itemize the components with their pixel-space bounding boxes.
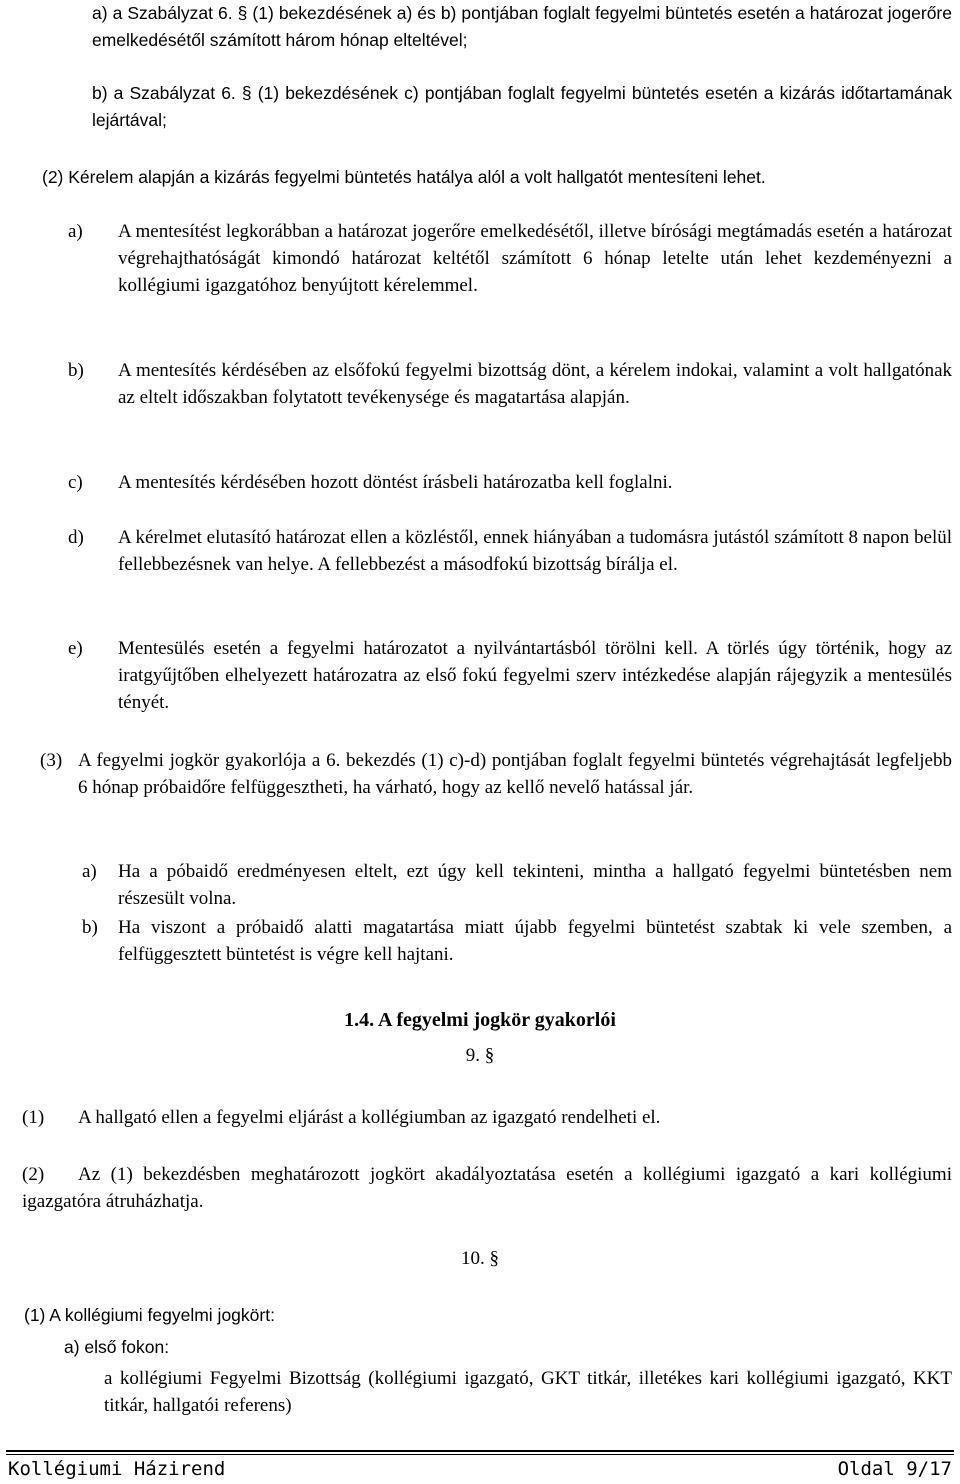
intro-item-a: a) a Szabályzat 6. § (1) bekezdésének a) és b) pontjában foglalt fegyelmi büntetés esetén a határozat jogerőre emelkedésétől számított három hónap elteltével; xyxy=(92,3,952,50)
list-item: A kérelmet elutasító határozat ellen a közléstől, ennek hiányában a tudomásra jutástól számított 8 napon belül fellebbezésnek van helye. A fellebbezést a másodfokú bizottság bírálja el. xyxy=(118,527,952,575)
list-item xyxy=(22,1161,952,1215)
list-label: (2) xyxy=(22,1164,45,1185)
list-item-text: a kollégiumi Fegyelmi Bizottság (kollégiumi igazgató, GKT titkár, illetékes kari kollégiumi igazgató, KKT titkár, hallgatói referens) xyxy=(104,1368,952,1416)
footer-divider xyxy=(6,1450,954,1452)
list-label: e) xyxy=(68,638,83,659)
paragraph-10-1: (1) A kollégiumi fegyelmi jogkört: xyxy=(24,1305,275,1325)
list-item: A hallgató ellen a fegyelmi eljárást a kollégiumban az igazgató rendelheti el. xyxy=(78,1107,661,1128)
list-item: Mentesülés esetén a fegyelmi határozatot a nyilvántartásból törölni kell. A törlés úgy történik, hogy az iratgyűjtőben elhelyezett határozatra az első fokú fegyelmi szerv intézkedése alapján rájegyzik a mentesülés tényét. xyxy=(118,638,952,713)
list-label: a) xyxy=(68,221,83,242)
section-number-10: 10. § xyxy=(461,1248,499,1269)
list-label: b) xyxy=(82,917,98,938)
intro-item-b: b) a Szabályzat 6. § (1) bekezdésének c) pontjában foglalt fegyelmi büntetés esetén a kizárás időtartamának lejártával; xyxy=(92,83,952,130)
paragraph-label: (3) xyxy=(40,750,63,771)
list-item-text: Az (1) bekezdésben meghatározott jogkört akadályoztatása esetén a kollégiumi igazgató a kari kollégiumi igazgatóra átruházhatja. xyxy=(22,1164,952,1212)
footer-title: Kollégiumi Házirend xyxy=(8,1458,226,1480)
list-item: A mentesítés kérdésében az elsőfokú fegyelmi bizottság dönt, a kérelem indokai, valamint a volt hallgatónak az eltelt időszakban folytatott tevékenysége és magatartása alapján. xyxy=(118,360,952,408)
page-number: Oldal 9/17 xyxy=(837,1458,952,1480)
list-item: A mentesítést legkorábban a határozat jogerőre emelkedésétől, illetve bírósági megtámadás esetén a határozat végrehajthatóságát kimondó határozat keltétől számított 6 hónap letelte után lehet kezdeményezni a kollégiumi igazgatóhoz benyújtott kérelemmel. xyxy=(118,221,952,296)
list-label: c) xyxy=(68,472,83,493)
list-item: Ha viszont a próbaidő alatti magatartása miatt újabb fegyelmi büntetést szabtak ki vele szemben, a felfüggesztett büntetést is végre kell hajtani. xyxy=(118,917,952,965)
list-label: (1) xyxy=(22,1107,45,1128)
list-item-a: a) első fokon: xyxy=(64,1337,170,1357)
section-number-9: 9. § xyxy=(465,1045,495,1066)
paragraph-3: A fegyelmi jogkör gyakorlója a 6. bekezdés (1) c)-d) pontjában foglalt fegyelmi büntetés végrehajtását legfeljebb 6 hónap próbaidőre felfüggesztheti, ha várható, hogy az kellő nevelő hatással jár. xyxy=(78,750,952,798)
footer-divider xyxy=(6,1454,954,1455)
list-item: A mentesítés kérdésében hozott döntést írásbeli határozatba kell foglalni. xyxy=(118,472,673,493)
list-label: d) xyxy=(68,527,84,548)
paragraph-2: (2) Kérelem alapján a kizárás fegyelmi büntetés hatálya alól a volt hallgatót mentesíteni lehet. xyxy=(42,167,766,187)
list-label: b) xyxy=(68,360,84,381)
list-label: a) xyxy=(82,861,97,882)
section-title: 1.4. A fegyelmi jogkör gyakorlói xyxy=(344,1009,616,1031)
list-item: Ha a póbaidő eredményesen eltelt, ezt úgy kell tekinteni, mintha a hallgató fegyelmi büntetésben nem részesült volna. xyxy=(118,861,952,909)
